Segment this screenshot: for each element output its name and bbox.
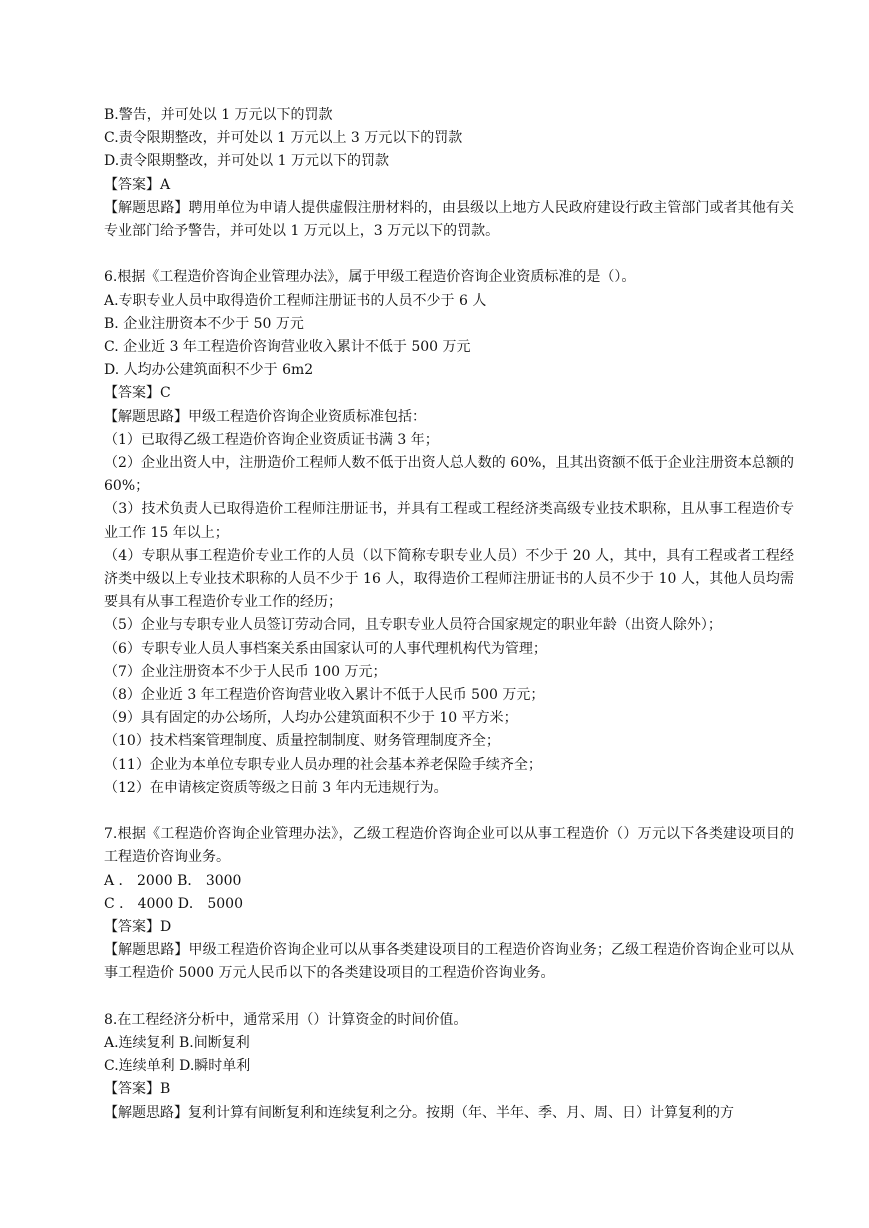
- answer: 【答案】C: [104, 385, 171, 402]
- question-text: 6.根据《工程造价咨询企业管理办法》，属于甲级工程造价咨询企业资质标准的是（）。: [104, 269, 636, 286]
- analysis-point: （8）企业近 3 年工程造价咨询营业收入累计不低于人民币 500 万元；: [104, 687, 545, 704]
- options-row-1: A ． 2000 B． 3000: [104, 872, 242, 889]
- analysis-point: （9）具有固定的办公场所，人均办公建筑面积不少于 10 平方米；: [104, 710, 518, 727]
- analysis-point: （11）企业为本单位专职专业人员办理的社会基本养老保险手续齐全；: [104, 756, 542, 773]
- question-text: 8.在工程经济分析中，通常采用（）计算资金的时间价值。: [104, 1011, 468, 1028]
- analysis-intro: 【解题思路】甲级工程造价咨询企业资质标准包括：: [104, 408, 426, 425]
- option-d: D. 人均办公建筑面积不少于 6m2: [104, 362, 314, 379]
- analysis-point: （5）企业与专职专业人员签订劳动合同，且专职专业人员符合国家规定的职业年龄（出资人除外）；: [104, 617, 722, 634]
- analysis-point: （6）专职专业人员人事档案关系由国家认可的人事代理机构代为管理；: [104, 640, 547, 657]
- option-c: C. 企业近 3 年工程造价咨询营业收入累计不低于 500 万元: [104, 339, 471, 356]
- analysis: 【解题思路】复利计算有间断复利和连续复利之分。按期（年、半年、季、月、周、日）计算复利的方: [104, 1104, 734, 1121]
- question-6: [104, 266, 794, 800]
- answer: 【答案】B: [104, 1081, 171, 1098]
- options-row-1: A.连续复利 B.间断复利: [104, 1035, 250, 1052]
- analysis: 【解题思路】聘用单位为申请人提供虚假注册材料的，由县级以上地方人民政府建设行政主管部门或者其他有关专业部门给予警告，并可处以 1 万元以上，3 万元以下的罚款。: [104, 199, 794, 240]
- document-page: [104, 104, 794, 1125]
- option-c: C.责令限期整改，并可处以 1 万元以上 3 万元以下的罚款: [104, 130, 463, 147]
- analysis-point: （4）专职从事工程造价专业工作的人员（以下简称专职专业人员）不少于 20 人，其中，具有工程或者工程经济类中级以上专业技术职称的人员不少于 16 人，取得造价工程师注册证书的人员不少于 10 人，其他人员均需要具有从事工程造价专业工作的经历；: [104, 547, 794, 611]
- question-5-tail: [104, 104, 794, 243]
- analysis-point: （7）企业注册资本不少于人民币 100 万元；: [104, 663, 387, 680]
- analysis-point: （2）企业出资人中，注册造价工程师人数不低于出资人总人数的 60%，且其出资额不低于企业注册资本总额的 60%；: [104, 455, 794, 495]
- options-row-2: C.连续单利 D.瞬时单利: [104, 1058, 251, 1075]
- analysis-point: （10）技术档案管理制度、质量控制制度、财务管理制度齐全；: [104, 733, 500, 750]
- analysis-point: （12）在申请核定资质等级之日前 3 年内无违规行为。: [104, 779, 448, 796]
- answer: 【答案】A: [104, 176, 171, 193]
- analysis-point: （1）已取得乙级工程造价咨询企业资质证书满 3 年；: [104, 431, 439, 448]
- answer: 【答案】D: [104, 919, 172, 936]
- option-d: D.责令限期整改，并可处以 1 万元以下的罚款: [104, 153, 389, 170]
- question-text: 7.根据《工程造价咨询企业管理办法》，乙级工程造价咨询企业可以从事工程造价（）万元以下各类建设项目的工程造价咨询业务。: [104, 826, 794, 866]
- option-b: B.警告，并可处以 1 万元以下的罚款: [104, 107, 333, 123]
- analysis: 【解题思路】甲级工程造价咨询企业可以从事各类建设项目的工程造价咨询业务；乙级工程造价咨询企业可以从事工程造价 5000 万元人民币以下的各类建设项目的工程造价咨询业务。: [104, 942, 794, 982]
- question-8: [104, 1009, 794, 1125]
- option-b: B. 企业注册资本不少于 50 万元: [104, 315, 304, 332]
- question-7: [104, 823, 794, 985]
- option-a: A.专职专业人员中取得造价工程师注册证书的人员不少于 6 人: [104, 292, 487, 309]
- options-row-2: C ． 4000 D． 5000: [104, 895, 243, 912]
- analysis-point: （3）技术负责人已取得造价工程师注册证书，并具有工程或工程经济类高级专业技术职称，且从事工程造价专业工作 15 年以上；: [104, 501, 794, 541]
